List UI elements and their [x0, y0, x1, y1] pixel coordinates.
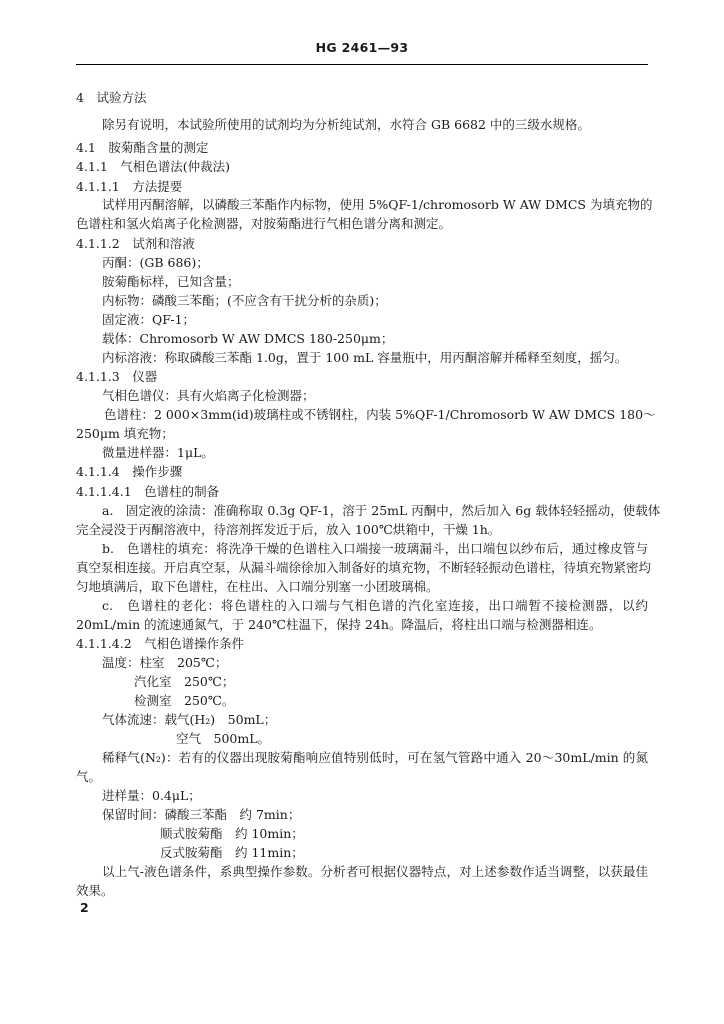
- procedure-step-c-cont: 20mL/min 的流速通氮气，于 240℃柱温下，保持 24h。降温后，将柱出口端与检测器相连。: [76, 617, 602, 632]
- procedure-step-b-cont: 匀地填满后，取下色谱柱，在柱出、入口端分别塞一小团玻璃棉。: [76, 579, 439, 594]
- body-text: 色谱柱和氢火焰离子化检测器，对胺菊酯进行气相色谱分离和测定。: [76, 216, 452, 231]
- section-heading-4-1-1: 4.1.1 气相色谱法(仲裁法): [76, 159, 231, 174]
- condition-item: 气体流速：载气(H₂) 50mL；: [102, 712, 277, 727]
- instrument-item: 气相色谱仪：具有火焰离子化检测器；: [102, 388, 315, 403]
- reagent-item: 载体：Chromosorb W AW DMCS 180-250μm；: [102, 331, 394, 346]
- condition-item: 温度：柱室 205℃；: [102, 655, 228, 670]
- procedure-step-b-cont: 真空泵相连接。开启真空泵，从漏斗端徐徐加入制备好的填充物，不断轻轻振动色谱柱，待填充物紧密均: [76, 560, 652, 575]
- standard-code-header: HG 2461—93: [315, 40, 409, 55]
- instrument-item: 微量进样器：1μL。: [102, 445, 214, 460]
- section-heading-4-1-1-4-1: 4.1.1.4.1 色谱柱的制备: [76, 484, 220, 499]
- condition-item: 检测室 250℃。: [134, 693, 235, 708]
- condition-item: 顺式胺菊酯 约 10min；: [160, 826, 304, 841]
- instrument-item: 250μm 填充物；: [76, 426, 174, 441]
- condition-item: 进样量：0.4μL；: [102, 788, 201, 803]
- section-heading-4-1-1-3: 4.1.1.3 仪器: [76, 369, 158, 384]
- section-heading-4-1: 4.1 胺菊酯含量的测定: [76, 140, 209, 155]
- procedure-step-c: c. 色谱柱的老化：将色谱柱的入口端与气相色谱的汽化室连接，出口端暂不接检测器，以约: [102, 598, 648, 613]
- condition-item: 稀释气(N₂)：若有的仪器出现胺菊酯响应值特别低时，可在氢气管路中通入 20～30mL/min 的氮: [102, 750, 648, 765]
- condition-item: 反式胺菊酯 约 11min；: [160, 845, 304, 860]
- condition-item-cont: 气。: [76, 769, 102, 784]
- body-text: 效果。: [76, 883, 114, 898]
- reagent-item: 内标溶液：称取磷酸三苯酯 1.0g，置于 100 mL 容量瓶中，用丙酮溶解并稀释至刻度，摇匀。: [102, 350, 628, 365]
- reagent-item: 丙酮：(GB 686)；: [102, 255, 209, 270]
- body-text: 以上气-液色谱条件，系典型操作参数。分析者可根据仪器特点，对上述参数作适当调整，以获最佳: [102, 864, 648, 879]
- header-rule: [76, 64, 648, 65]
- instrument-item: 色谱柱：2 000×3mm(id)玻璃柱或不锈钢柱，内装 5%QF-1/Chromosorb W AW DMCS 180～: [104, 407, 656, 422]
- reagent-item: 胺菊酯标样，已知含量；: [102, 274, 240, 289]
- reagent-item: 固定液：QF-1；: [102, 312, 196, 327]
- condition-item: 保留时间：磷酸三苯酯 约 7min；: [102, 807, 301, 822]
- body-text: 除另有说明，本试验所使用的试剂均为分析纯试剂，水符合 GB 6682 中的三级水规格。: [102, 117, 590, 132]
- procedure-step-b: b. 色谱柱的填充：将洗净干燥的色谱柱入口端接一玻璃漏斗，出口端包以纱布后，通过橡皮管与: [102, 541, 648, 556]
- procedure-step-a: a. 固定液的涂渍：准确称取 0.3g QF-1，溶于 25mL 丙酮中，然后加入 6g 载体轻轻摇动，使载体: [102, 503, 661, 518]
- condition-item: 空气 500mL。: [176, 731, 271, 746]
- section-heading-4-1-1-4: 4.1.1.4 操作步骤: [76, 464, 183, 479]
- section-heading-4-1-1-1: 4.1.1.1 方法提要: [76, 179, 183, 194]
- section-heading-4-1-1-4-2: 4.1.1.4.2 气相色谱操作条件: [76, 636, 245, 651]
- body-text: 试样用丙酮溶解，以磷酸三苯酯作内标物，使用 5%QF-1/chromosorb W AW DMCS 为填充物的: [102, 197, 653, 212]
- section-heading-4: 4 试验方法: [76, 90, 147, 105]
- reagent-item: 内标物：磷酸三苯酯；(不应含有干扰分析的杂质)；: [102, 293, 387, 308]
- condition-item: 汽化室 250℃；: [134, 674, 235, 689]
- page-number: 2: [80, 900, 89, 915]
- section-heading-4-1-1-2: 4.1.1.2 试剂和溶液: [76, 236, 195, 251]
- procedure-step-a-cont: 完全浸没于丙酮溶液中，待溶剂挥发近于后，放入 100℃烘箱中，干燥 1h。: [76, 522, 501, 537]
